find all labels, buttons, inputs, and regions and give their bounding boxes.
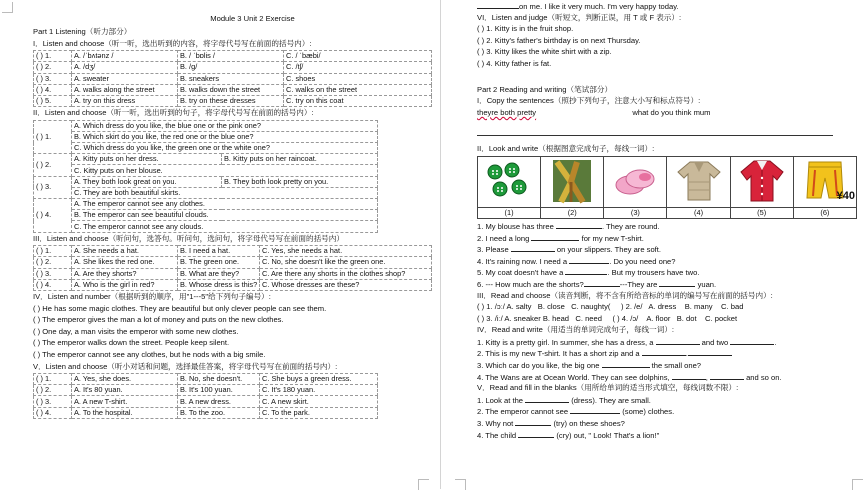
text: , [705, 372, 710, 382]
answer-bracket[interactable]: ( ) 3. [34, 396, 72, 407]
section-heading: I．Listen and choose（听一听，选出听到的内容，将字母代号写在前面的括号内）: [33, 38, 312, 48]
text-line [477, 1, 857, 13]
table-row [34, 246, 432, 257]
text: B. dot [676, 313, 697, 323]
choice-table [33, 245, 432, 291]
text: 4. The child [477, 430, 519, 440]
text: on your slippers. They are soft. [554, 245, 662, 255]
option: A. She likes the red one. [72, 257, 178, 268]
answer-bracket[interactable]: ( ) 4. [34, 199, 72, 233]
blank[interactable] [710, 372, 744, 380]
option: A. It's 80 yuan. [72, 385, 178, 396]
text: 5. My coat doesn't have a [477, 268, 566, 278]
option: A. Kitty puts on her dress. [72, 154, 222, 165]
table-row [34, 73, 432, 84]
scarf-icon [547, 158, 597, 204]
option: C. A new skirt. [260, 396, 378, 407]
table-row [34, 407, 378, 418]
text: 1. Look at the [477, 395, 526, 405]
text: C. need [575, 313, 602, 323]
slippers-icon [610, 161, 660, 201]
fill-in-item [477, 337, 857, 349]
text: 4. The Wans are at Ocean World. They can see dolphins, [477, 372, 672, 382]
section-heading: III．Read and choose（读音判断，将不含有所给音标的单词的编号写在前面的括号内）: [477, 290, 773, 300]
option: C. She buys a green dress. [260, 374, 378, 385]
text: and two [699, 337, 731, 347]
option: A. Who is the girl in red? [72, 279, 178, 290]
fill-in-item [477, 348, 857, 360]
text: C. pocket [705, 313, 738, 323]
text: (cry) out, " Look! That's a lion!" [554, 430, 660, 440]
picture-number: (4) [667, 207, 730, 218]
option: A. Which dress do you like, the blue one or the pink one? [72, 120, 378, 131]
option: C. No, she doesn't like the green one. [260, 257, 432, 268]
option: A. /ˈbʌtənz / [72, 51, 178, 62]
text: (try) on these shoes? [551, 419, 625, 429]
blank[interactable] [565, 267, 607, 275]
option: B. Whose dress is this? [178, 279, 260, 290]
list-item: ( ) 2. Kitty's father's birthday is on next Thursday. [477, 35, 641, 45]
picture-table [477, 156, 857, 219]
section-heading: I．Copy the sentences（照抄下列句子，注意大小写和标点符号）: [477, 96, 701, 106]
picture-cell [541, 156, 604, 207]
option: B. /ɡ/ [178, 62, 284, 73]
option: B. walks down the street [178, 84, 284, 95]
text: and so on. [743, 372, 782, 382]
option: B. sneakers [178, 73, 284, 84]
answer-bracket[interactable]: ( ) 3. [34, 176, 72, 198]
table-row [34, 62, 432, 73]
copy-sentence: what do you think mum [632, 107, 711, 117]
picture-number: (3) [604, 207, 667, 218]
option: A. /dʒ/ [72, 62, 178, 73]
fill-in-item [477, 395, 857, 407]
option: B. The green one. [178, 257, 260, 268]
option: C. Yes, she needs a hat. [260, 246, 432, 257]
blank[interactable] [584, 279, 620, 287]
blank[interactable] [556, 221, 602, 229]
text: . [685, 349, 688, 359]
answer-bracket[interactable]: ( ) 5. [34, 95, 72, 106]
option: C. walks on the street [284, 84, 432, 95]
option: B. Which skirt do you like, the red one or the blue one? [72, 131, 378, 142]
text: 1. My blouse has three [477, 221, 556, 231]
picture-cell [793, 156, 856, 207]
text: ( ) 4. /ɔ/ [612, 313, 639, 323]
picture-cell [478, 156, 541, 207]
list-item: ( ) He has some magic clothes. They are beautiful but only clever people can see them. [33, 303, 327, 313]
table-row [34, 279, 432, 290]
table-row [34, 385, 378, 396]
blank[interactable] [672, 372, 706, 380]
text: C. naughty( [571, 302, 611, 312]
option: C. shoes [284, 73, 432, 84]
picture-cell [604, 156, 667, 207]
writing-line[interactable] [477, 121, 833, 136]
option: A. They both look great on you. [72, 176, 222, 187]
blank[interactable] [570, 406, 620, 414]
table-row [34, 95, 432, 106]
blank[interactable] [531, 233, 579, 241]
fill-in-item [477, 430, 857, 442]
option: C. Are there any shorts in the clothes shop? [260, 268, 432, 279]
text-line [477, 314, 857, 326]
text: . [774, 337, 777, 347]
text: A. floor [646, 313, 671, 323]
answer-bracket[interactable]: ( ) 3. [34, 73, 72, 84]
option: B. To the zoo. [178, 407, 260, 418]
text: ( ) 1. /ɔː/ A. salty [477, 302, 532, 312]
answer-bracket[interactable]: ( ) 4. [34, 279, 72, 290]
option: A. walks along the street [72, 84, 178, 95]
document-title: Module 3 Unit 2 Exercise [210, 14, 295, 23]
answer-bracket[interactable]: ( ) 4. [34, 407, 72, 418]
list-item: ( ) 1. Kitty is in the fruit shop. [477, 24, 574, 34]
section-heading: IV．Listen and number（根据听到的顺序，用"1---5"给下列句子编号）: [33, 291, 271, 301]
text: (some) clothes. [620, 407, 675, 417]
text: 3. Please [477, 245, 511, 255]
text: 4. It's raining now. I need a [477, 256, 570, 266]
text: ( ) 3. /iː/ A. sneaker B. head [477, 313, 570, 323]
option: C. / ˈbæbi/ [284, 51, 432, 62]
blank[interactable] [642, 348, 688, 359]
picture-cell [730, 156, 793, 207]
section-heading: II．Listen and choose（听一听，选出听到的句子，将字母代号写在前面的括号内）: [33, 108, 314, 118]
text: A. dress [648, 302, 677, 312]
text: on me. I like it very much. I'm very happy today. [519, 2, 679, 11]
answer-bracket[interactable]: ( ) 3. [34, 268, 72, 279]
option: C. Kitty puts on her blouse. [72, 165, 378, 176]
option: B. try on these dresses [178, 95, 284, 106]
text: 2. The emperor cannot see [477, 407, 571, 417]
copy-sentences [477, 108, 857, 120]
blank[interactable] [685, 348, 732, 359]
picture-number: (6) [793, 207, 856, 218]
text: . They are round. [601, 221, 660, 231]
table-row [34, 257, 432, 268]
text: . Do you need one? [609, 256, 676, 266]
fill-in-item [477, 267, 857, 279]
answer-bracket[interactable]: ( ) 1. [34, 246, 72, 257]
text: 3. Which car do you like, the big one [477, 361, 602, 371]
option: A. sweater [72, 73, 178, 84]
section-heading: VI．Listen and judge（听短文，判断正误，用 T 或 F 表示）: [477, 12, 682, 22]
answer-bracket[interactable]: ( ) 1. [34, 374, 72, 385]
text: C. bad [721, 302, 744, 312]
list-item: ( ) 4. Kitty father is fat. [477, 58, 552, 68]
option: A. Yes, she does. [72, 374, 178, 385]
blank[interactable] [569, 256, 609, 264]
copy-sentence: theyre both pretty [477, 107, 537, 117]
answer-bracket[interactable]: ( ) 2. [34, 154, 72, 176]
section-heading: IV．Read and write（用适当的单词完成句子，每线一词）: [477, 325, 675, 335]
blank[interactable] [511, 244, 555, 252]
price-tag: ¥40 [836, 189, 855, 202]
option: B. Kitty puts on her raincoat. [222, 154, 378, 165]
option: B. The emperor can see beautiful clouds. [72, 210, 378, 221]
picture-number: (2) [541, 207, 604, 218]
list-item: ( ) The emperor walks down the street. People keep silent. [33, 338, 230, 348]
option: C. try on this coat [284, 95, 432, 106]
text: for my new T-shirt. [579, 233, 644, 243]
fill-in-item [477, 418, 857, 430]
section-heading: II．Look and write（根据图意完成句子，每线一词）: [477, 144, 655, 154]
text: B. close [537, 302, 565, 312]
list-item: ( ) 3. Kitty likes the white shirt with a zip. [477, 47, 612, 57]
answer-bracket[interactable]: ( ) 2. [34, 257, 72, 268]
text: yuan. [695, 279, 717, 289]
fill-in-item [477, 406, 857, 418]
table-row [34, 51, 432, 62]
buttons-icon [484, 159, 534, 203]
fill-in-item [477, 221, 857, 233]
fill-in-item [477, 360, 857, 372]
section-heading: V．Listen and choose（听小对话和问题，选择最佳答案，将字母代号写在前面的括号内）: [33, 361, 338, 371]
option: B. I need a hat. [178, 246, 260, 257]
table-row [34, 268, 432, 279]
choice-table [33, 120, 378, 233]
option: B. It's 100 yuan. [178, 385, 260, 396]
option: C. Which dress do you like, the green one or the white one? [72, 143, 378, 154]
option: B. What are they? [178, 268, 260, 279]
right-page [440, 0, 867, 489]
picture-cell [667, 156, 730, 207]
option: A. Are they shorts? [72, 268, 178, 279]
option: A. The emperor cannot see any clothes. [72, 199, 378, 210]
answer-bracket[interactable]: ( ) 1. [34, 51, 72, 62]
option: C. They are both beautiful skirts. [72, 187, 378, 198]
choice-table [33, 373, 378, 419]
blank[interactable] [602, 360, 650, 368]
text: (dress). They are small. [569, 395, 651, 405]
text: 3. Why not [477, 419, 516, 429]
option: A. A new T-shirt. [72, 396, 178, 407]
blank[interactable] [515, 418, 551, 426]
option: A. She needs a hat. [72, 246, 178, 257]
choice-table [33, 50, 432, 107]
text: 6. --- How much are the shorts? [477, 279, 584, 289]
answer-bracket[interactable]: ( ) 1. [34, 120, 72, 154]
fill-in-item [477, 372, 857, 384]
text: B. many [684, 302, 713, 312]
coat-icon [737, 158, 787, 204]
fill-in-item [477, 256, 857, 268]
option: C. To the park. [260, 407, 378, 418]
list-item: ( ) One day, a man visits the emperor with some new clothes. [33, 326, 239, 336]
list-item: ( ) The emperor gives the man a lot of money and puts on the new clothes. [33, 315, 284, 325]
text: 2. I need a long [477, 233, 532, 243]
option: C. Whose dresses are these? [260, 279, 432, 290]
blank[interactable] [656, 337, 700, 345]
option: B. / ˈbɒlis / [178, 51, 284, 62]
picture-number: (5) [730, 207, 793, 218]
answer-bracket[interactable]: ( ) 2. [34, 385, 72, 396]
text: ) 2. /e/ [620, 302, 643, 312]
fill-in-item [477, 233, 857, 245]
blank[interactable] [518, 430, 554, 438]
section-heading: V．Read and fill in the blanks（用所给单词的适当形式填空，每线词数不限）: [477, 383, 739, 393]
sweater-icon [674, 158, 724, 204]
text-line [477, 302, 857, 314]
picture-number: (1) [478, 207, 541, 218]
blank[interactable] [730, 337, 777, 347]
option: A. try on this dress [72, 95, 178, 106]
blank[interactable] [477, 1, 519, 9]
option: B. They both look pretty on you. [222, 176, 378, 187]
fill-in-item [477, 279, 857, 291]
option: C. /tʃ/ [284, 62, 432, 73]
text: 2. This is my new T-shirt. It has a short zip and a [477, 349, 642, 359]
option: C. It's 180 yuan. [260, 385, 378, 396]
table-row [34, 396, 378, 407]
text: 1. Kitty is a pretty girl. In summer, she has a dress, a [477, 337, 656, 347]
text: . But my trousers have two. [607, 268, 700, 278]
option: A. To the hospital. [72, 407, 178, 418]
section-heading: III．Listen and choose（听问句，选答句。听问句，选问句，将字母代号写在前面的括号内） [33, 233, 344, 243]
option: B. No, she doesn't. [178, 374, 260, 385]
blank[interactable] [525, 395, 569, 403]
text: ---They are [619, 279, 660, 289]
fill-in-item [477, 244, 857, 256]
part-heading: Part 1 Listening（听力部分） [33, 27, 132, 36]
blank[interactable] [659, 279, 695, 287]
table-row [34, 374, 378, 385]
option: B. A new dress. [178, 396, 260, 407]
text: the small one? [649, 361, 702, 371]
option: C. The emperor cannot see any clouds. [72, 221, 378, 232]
list-item: ( ) The emperor cannot see any clothes, but he nods with a big smile. [33, 349, 266, 359]
answer-bracket[interactable]: ( ) 4. [34, 84, 72, 95]
answer-bracket[interactable]: ( ) 2. [34, 62, 72, 73]
part-heading: Part 2 Reading and writing（笔试部分） [477, 84, 613, 94]
table-row [34, 84, 432, 95]
